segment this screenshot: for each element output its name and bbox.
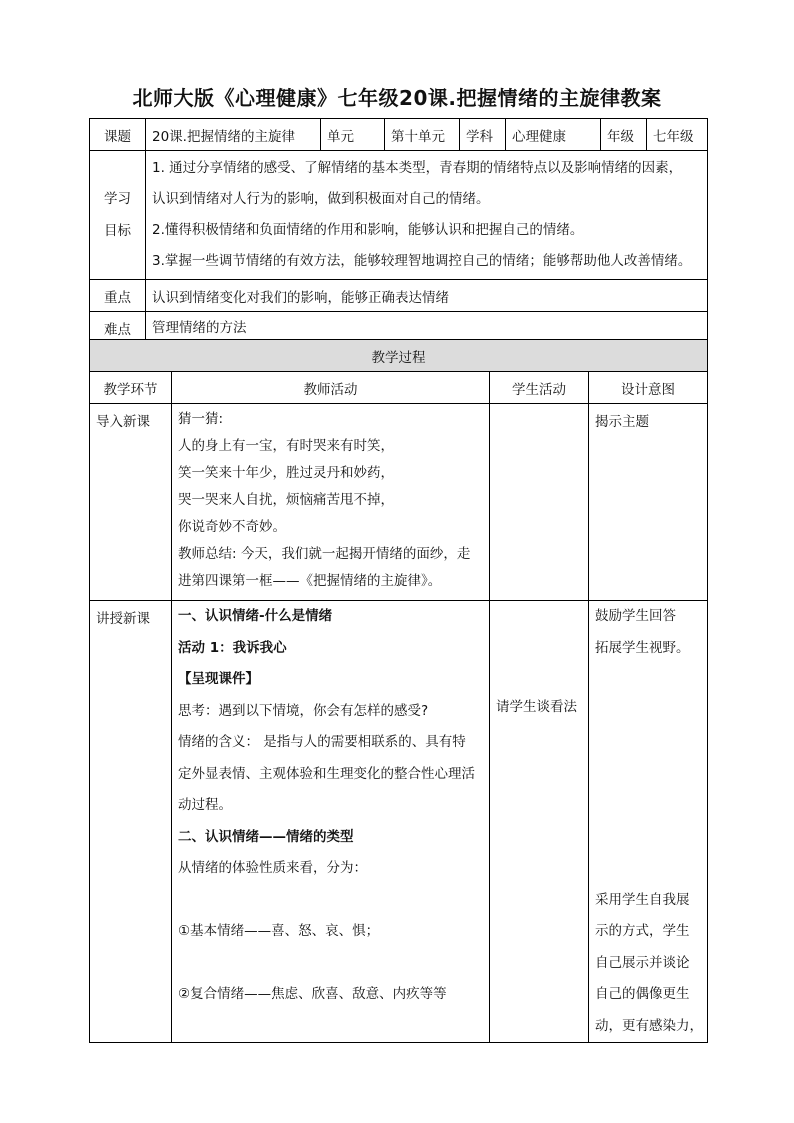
topic-value: 20课.把握情绪的主旋律: [146, 119, 321, 151]
course-info-table: [89, 118, 708, 344]
lecture-stage: 讲授新课: [90, 601, 172, 1043]
key-point-value: 认识到情绪变化对我们的影响，能够正确表达情绪: [146, 280, 708, 312]
unit-label: 单元: [321, 119, 385, 151]
lecture-row: [90, 601, 708, 1043]
intro-intent: 揭示主题: [589, 404, 708, 601]
difficulty-value: 管理情绪的方法: [146, 312, 708, 344]
goal-line: 1. 通过分享情绪的感受、了解情绪的基本类型，青春期的情绪特点以及影响情绪的因素，: [152, 160, 683, 176]
subject-label: 学科: [460, 119, 506, 151]
grade-value: 七年级: [647, 119, 708, 151]
header-intent: 设计意图: [589, 372, 708, 404]
document-title: 北师大版《心理健康》七年级20课.把握情绪的主旋律教案: [132, 86, 662, 110]
topic-label: 课题: [90, 119, 146, 151]
grade-label: 年级: [601, 119, 647, 151]
unit-value: 第十单元: [385, 119, 460, 151]
intro-row: [90, 404, 708, 601]
intro-student: [490, 404, 589, 601]
subject-value: 心理健康: [506, 119, 601, 151]
lecture-intent: 鼓励学生回答 拓展学生视野。 采用学生自我展 示的方式，学生 自己展示并谈论 自己的偶像更生 动，更有感染力，: [589, 601, 708, 1043]
process-banner-row: [90, 340, 708, 372]
goal-line: 3.掌握一些调节情绪的有效方法，能够较理智地调控自己的情绪；能够帮助他人改善情绪。: [152, 253, 692, 269]
process-banner: 教学过程: [90, 340, 708, 372]
goal-line: 2.懂得积极情绪和负面情绪的作用和影响，能够认识和把握自己的情绪。: [152, 222, 584, 238]
process-header-row: [90, 372, 708, 404]
goals-label: 学习 目标: [90, 151, 146, 280]
goals-content: [146, 151, 708, 280]
key-point-row: [90, 280, 708, 312]
header-student: 学生活动: [490, 372, 589, 404]
goals-row: [90, 151, 708, 280]
intro-teacher: 猜一猜: 人的身上有一宝，有时哭来有时笑， 笑一笑来十年少，胜过灵丹和妙药， 哭一哭来人自扰，烦恼痛苦甩不掉， 你说奇妙不奇妙。 教师总结: 今天，我们就一起揭开情绪的面纱，走 进第四课第一框——《把握情绪的主旋律》。: [172, 404, 490, 601]
intro-stage: 导入新课: [90, 404, 172, 601]
info-row: [90, 119, 708, 151]
goal-line: 认识到情绪对人行为的影响，做到积极面对自己的情绪。: [152, 191, 490, 207]
header-stage: 教学环节: [90, 372, 172, 404]
difficulty-label: 难点: [90, 312, 146, 344]
key-point-label: 重点: [90, 280, 146, 312]
lecture-student: 请学生谈看法: [490, 601, 589, 1043]
lecture-teacher: 一、认识情绪-什么是情绪 活动 1：我诉我心 【呈现课件】 思考：遇到以下情境，你会有怎样的感受? 情绪的含义： 是指与人的需要相联系的、具有特 定外显表情、主观体验和生理变化的整合性心理活 动过程。 二、认识情绪——情绪的类型 从情绪的体验性质来看，分为： ①基本情绪——喜、怒、哀、惧； ②复合情绪——焦虑、欣喜、敌意、内疚等等: [172, 601, 490, 1043]
header-teacher: 教师活动: [172, 372, 490, 404]
teaching-process-table: [89, 339, 708, 1043]
